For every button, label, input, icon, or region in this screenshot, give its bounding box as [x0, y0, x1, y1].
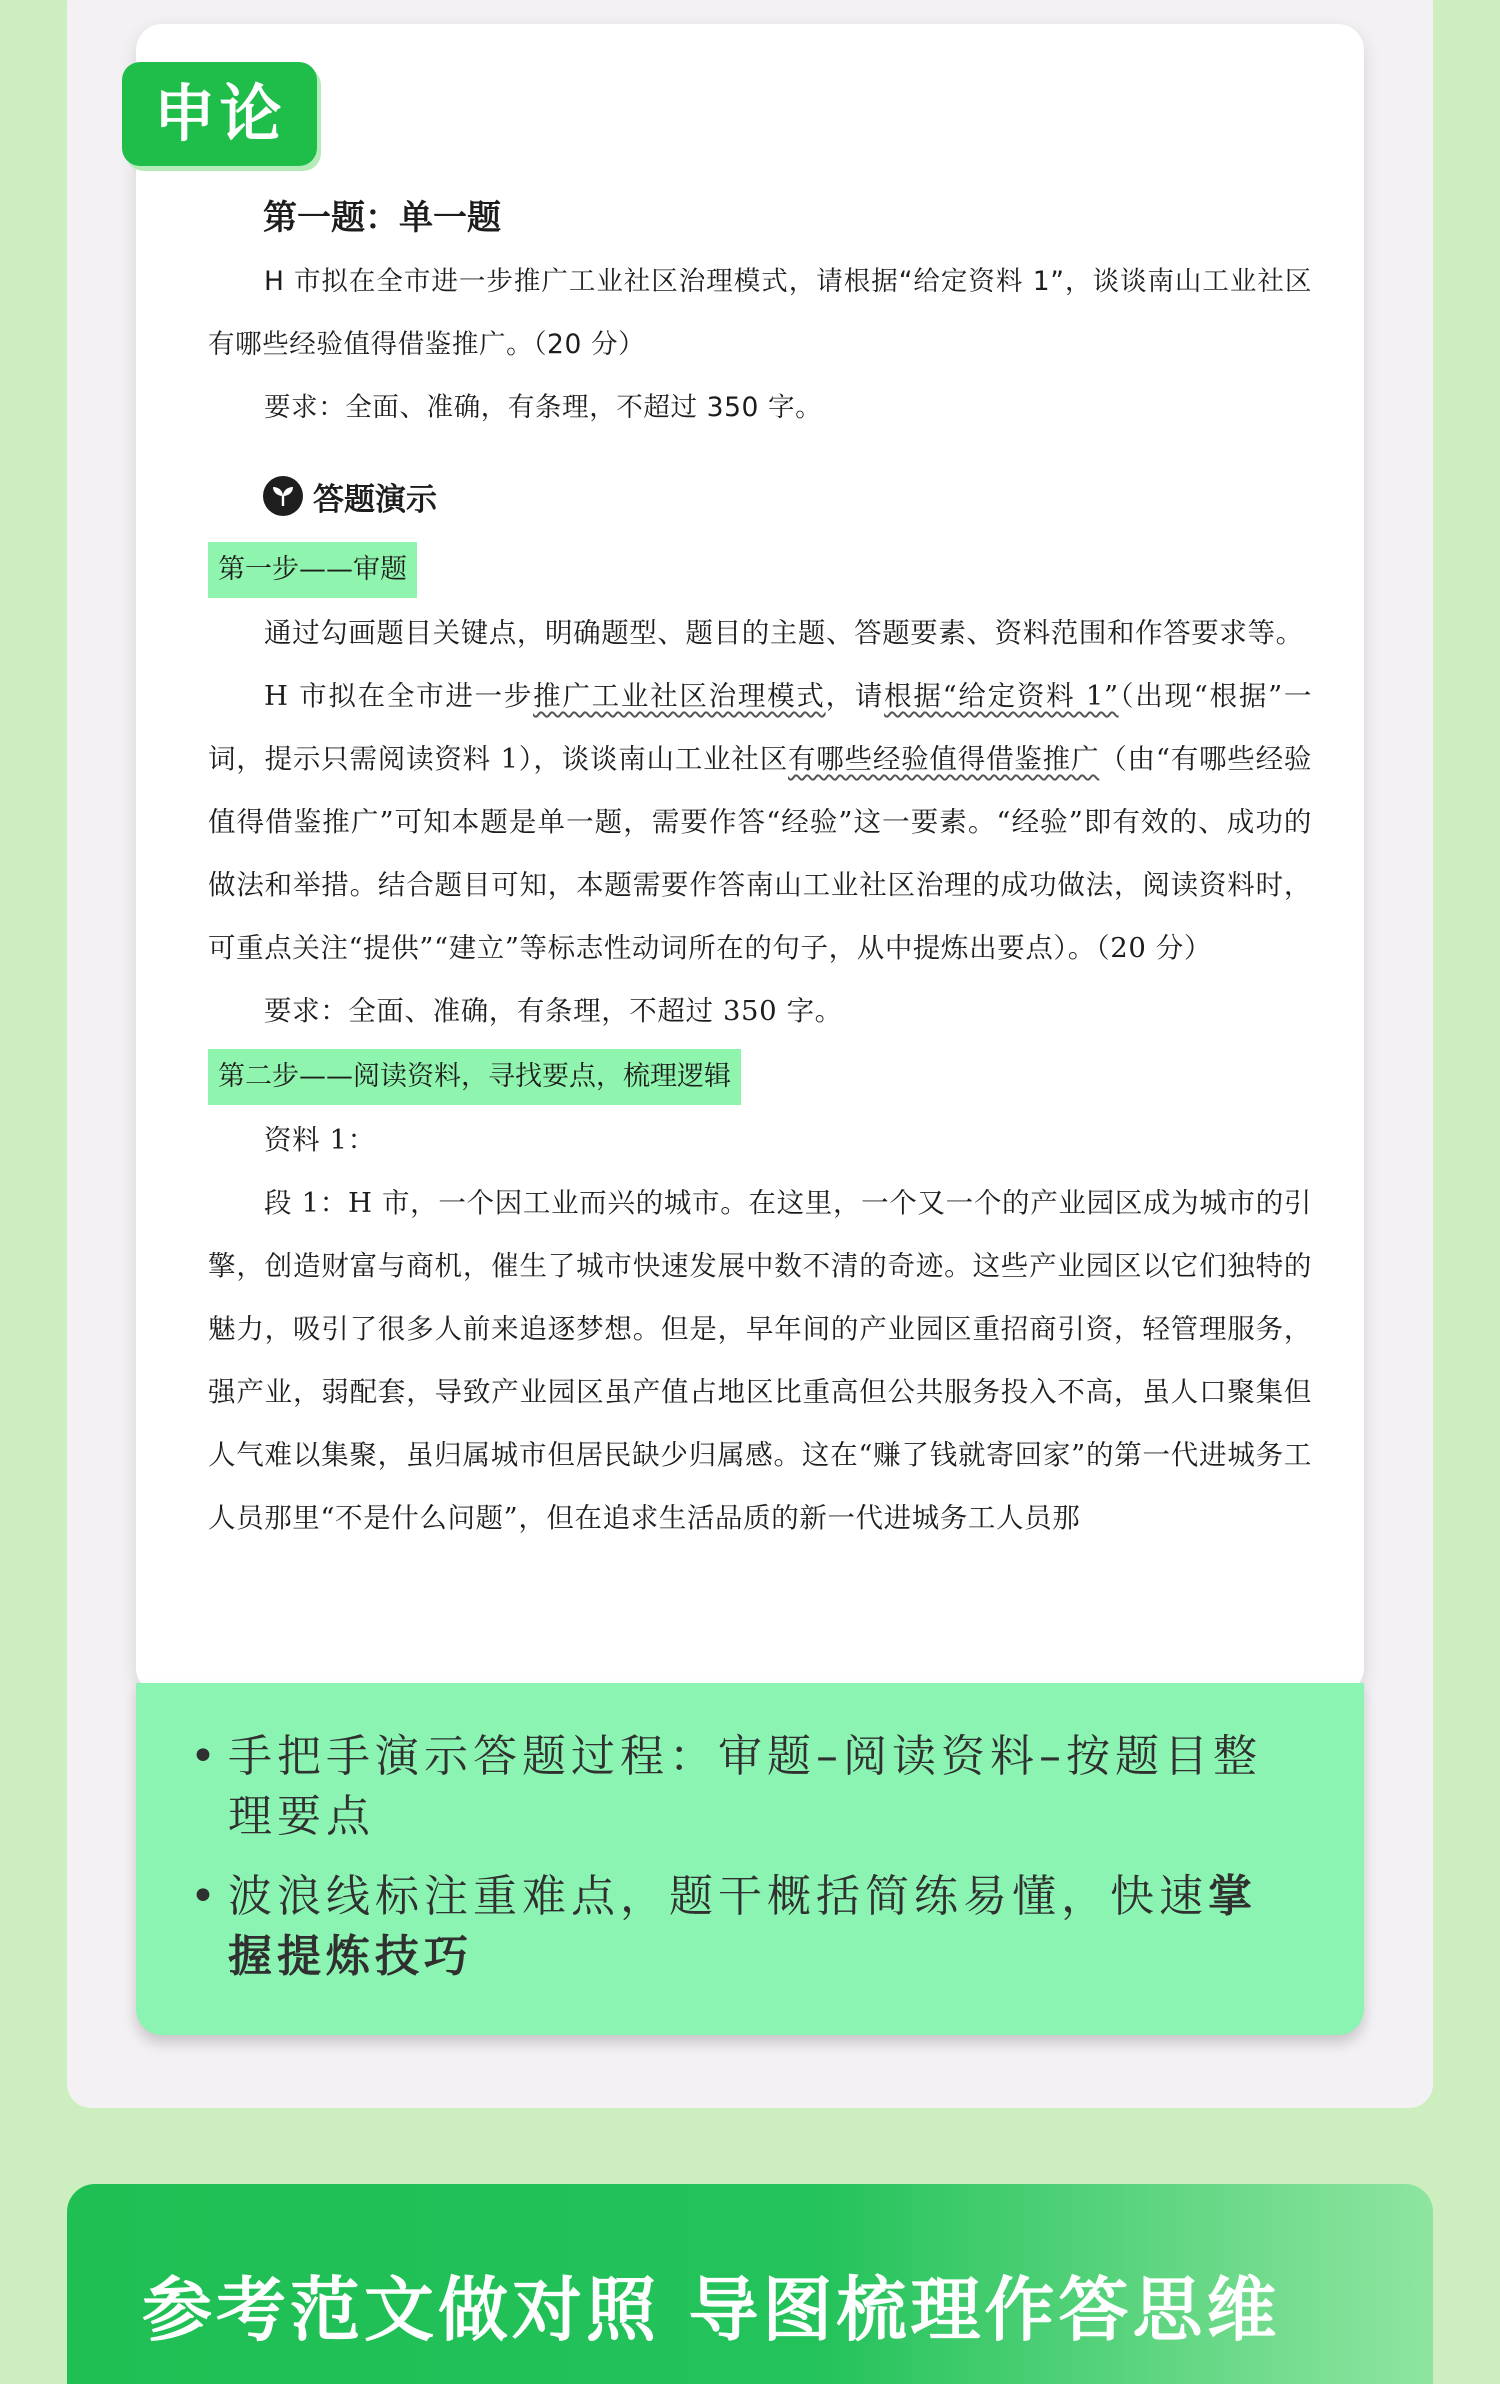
feature-item	[190, 1867, 1290, 1987]
banner-title: 参考范文做对照 导图梳理作答思维	[142, 2269, 1281, 2351]
question-title: 第一题：单一题	[263, 198, 501, 238]
bullet-icon: •	[190, 1871, 221, 1922]
question-requirement: 要求：全面、准确，有条理，不超过 350 字。	[264, 392, 823, 423]
material-label: 资料 1：	[264, 1124, 376, 1156]
material-paragraph: 段 1：H 市，一个因工业而兴的城市。在这里，一个又一个的产业园区成为城市的引擎，创造财富与商机，催生了城市快速发展中数不清的奇迹。这些产业园区以它们独特的魅力，吸引了很多人前来追逐梦想。但是，早年间的产业园区重招商引资，轻管理服务，强产业，弱配套，导致产业园区虽产值占地区比重高但公共服务投入不高，虽人口聚集但人气难以集聚，虽归属城市但居民缺少归属感。这在“赚了钱就寄回家”的第一代进城务工人员那里“不是什么问题”，但在追求生活品质的新一代进城务工人员那	[208, 1187, 1312, 1534]
question-block	[208, 190, 1312, 439]
book-page	[136, 24, 1364, 1694]
step1-label: 第一步——审题	[208, 542, 417, 598]
feature-item	[190, 1727, 1290, 1847]
analysis-paragraph: H 市拟在全市进一步推广工业社区治理模式，请根据“给定资料 1”（出现“根据”一词，提示只需阅读资料 1），谈谈南山工业社区有哪些经验值得借鉴推广（由“有哪些经验值得借鉴推广”可知本题是单一题，需要作答“经验”这一要素。“经验”即有效的、成功的做法和举措。结合题目可知，本题需要作答南山工业社区治理的成功做法，阅读资料时，可重点关注“提供”“建立”等标志性动词所在的句子，从中提炼出要点）。（20 分）	[208, 680, 1313, 964]
wavy-mark: 推广工业社区治理模式	[533, 680, 826, 712]
question-prompt: H 市拟在全市进一步推广工业社区治理模式，请根据“给定资料 1”，谈谈南山工业社区有哪些经验值得借鉴推广。（20 分）	[208, 266, 1312, 360]
feature-emphasis: 掌握提炼技巧	[228, 1871, 1257, 1982]
bullet-icon: •	[190, 1731, 221, 1782]
feature-box	[136, 1683, 1364, 2035]
demo-heading-text: 答题演示	[313, 481, 437, 518]
feature-text: 手把手演示答题过程：审题–阅读资料–按题目整理要点	[228, 1731, 1262, 1842]
subject-tab: 申论	[122, 62, 317, 166]
feature-text: 波浪线标注重难点，题干概括简练易懂，快速掌握提炼技巧	[228, 1871, 1257, 1982]
wavy-mark: 根据“给定资料 1”	[884, 680, 1119, 712]
analysis-requirement: 要求：全面、准确，有条理，不超过 350 字。	[264, 995, 843, 1027]
step2-label: 第二步——阅读资料，寻找要点，梳理逻辑	[208, 1049, 741, 1105]
wavy-mark: 有哪些经验值得借鉴推广	[788, 743, 1100, 775]
step1-intro: 通过勾画题目关键点，明确题型、题目的主题、答题要素、资料范围和作答要求等。	[264, 617, 1304, 649]
demo-block	[208, 468, 1312, 1550]
bottom-banner	[67, 2184, 1433, 2384]
sprout-icon	[263, 476, 303, 516]
demo-heading	[263, 468, 1312, 524]
